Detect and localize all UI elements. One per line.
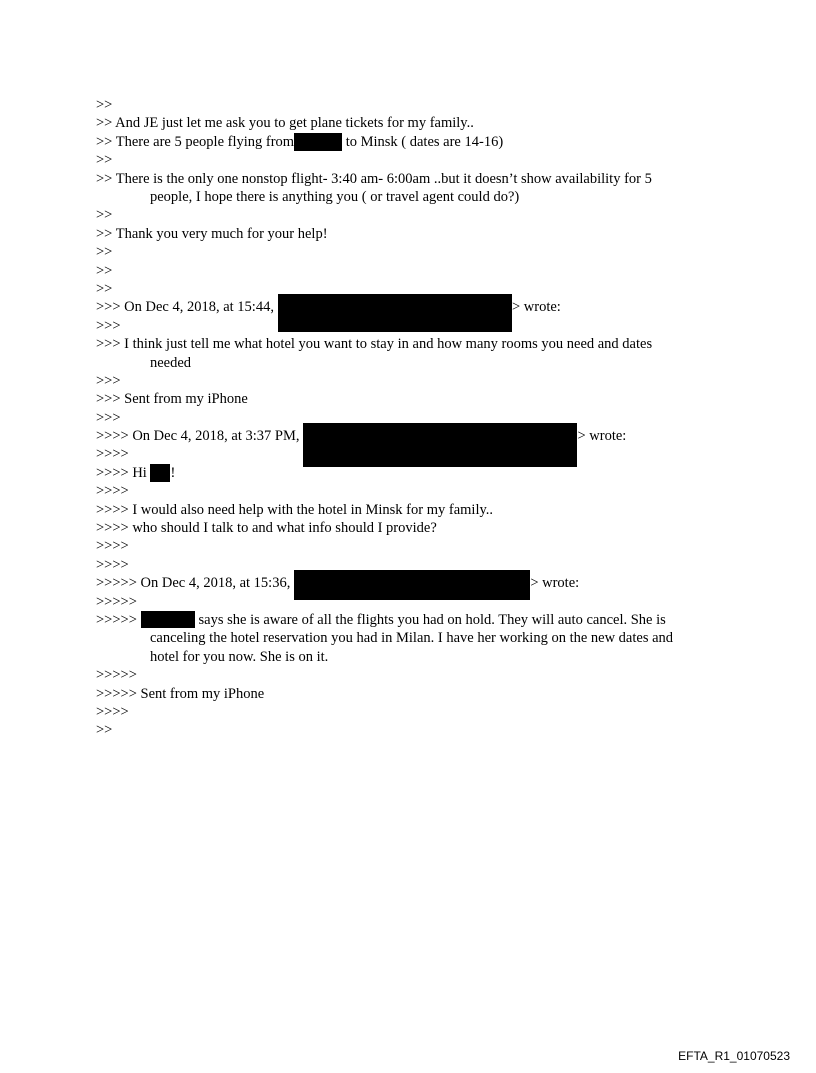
quote-header-line	[96, 298, 696, 316]
quote-line: >>>> who should I talk to and what info should I provide?	[96, 520, 437, 537]
quote-line: >>>	[96, 409, 121, 426]
quote-line: >> And JE just let me ask you to get plane tickets for my family..	[96, 115, 474, 132]
quote-line: >> Thank you very much for your help!	[96, 225, 328, 242]
quote-line: >> There is the only one nonstop flight- 3:40 am- 6:00am ..but it doesn’t show availability for 5 people, I hope there is anything you ( or travel agent could do?)	[96, 170, 652, 205]
line-text: to Minsk ( dates are 14-16)	[342, 133, 504, 150]
quote-line: >>>	[96, 317, 121, 334]
quote-line: >>	[96, 207, 113, 224]
quote-line: >>>>	[96, 538, 129, 555]
quote-line: >>>>	[96, 483, 129, 500]
quote-header-line	[96, 427, 696, 445]
quote-line: >>>>> Sent from my iPhone	[96, 685, 265, 702]
line-text: !	[170, 464, 176, 481]
email-body	[96, 96, 696, 740]
line-text: says she is aware of all the flights you had on hold. They will auto cancel. She is canceling the hotel reservation you had in Milan. I have her working on the new dates and hotel for you now. She is on it.	[150, 612, 674, 665]
quote-line: >>>>>	[96, 667, 137, 684]
quote-line: >>> I think just tell me what hotel you want to stay in and how many rooms you need and dates needed	[96, 336, 653, 371]
quote-line	[96, 611, 696, 666]
line-text: > wrote:	[511, 299, 561, 316]
redaction-box	[150, 464, 170, 482]
quote-line: >>>> I would also need help with the hotel in Minsk for my family..	[96, 501, 494, 518]
line-text: >>>>>	[96, 612, 137, 628]
redaction-box	[141, 611, 195, 628]
document-id-footer: EFTA_R1_01070523	[678, 1049, 790, 1063]
line-text: >>>>> On Dec 4, 2018, at 15:36,	[96, 575, 291, 592]
quote-line: >>	[96, 152, 113, 169]
line-text: >>>> Hi	[96, 464, 147, 481]
quote-line: >>>	[96, 372, 121, 389]
quote-line	[96, 464, 696, 482]
quote-line: >>>>>	[96, 593, 137, 610]
quote-line: >>>>	[96, 446, 129, 463]
line-text: > wrote:	[530, 575, 580, 592]
line-text: >>> On Dec 4, 2018, at 15:44,	[96, 299, 274, 316]
quote-line: >>>>	[96, 704, 129, 720]
quote-line: >>> Sent from my iPhone	[96, 391, 248, 408]
quote-line: >>	[96, 280, 113, 297]
quote-line: >>	[96, 722, 113, 739]
line-text: > wrote:	[577, 428, 627, 445]
quote-line	[96, 133, 696, 151]
redaction-box	[294, 133, 342, 151]
quote-header-line	[96, 574, 696, 592]
quote-line: >>	[96, 97, 113, 113]
quote-line: >>	[96, 244, 113, 261]
quote-line: >>>>	[96, 556, 129, 573]
quote-line: >>	[96, 262, 113, 279]
line-text: >> There are 5 people flying from	[96, 133, 295, 150]
line-text: >>>> On Dec 4, 2018, at 3:37 PM,	[96, 428, 300, 445]
